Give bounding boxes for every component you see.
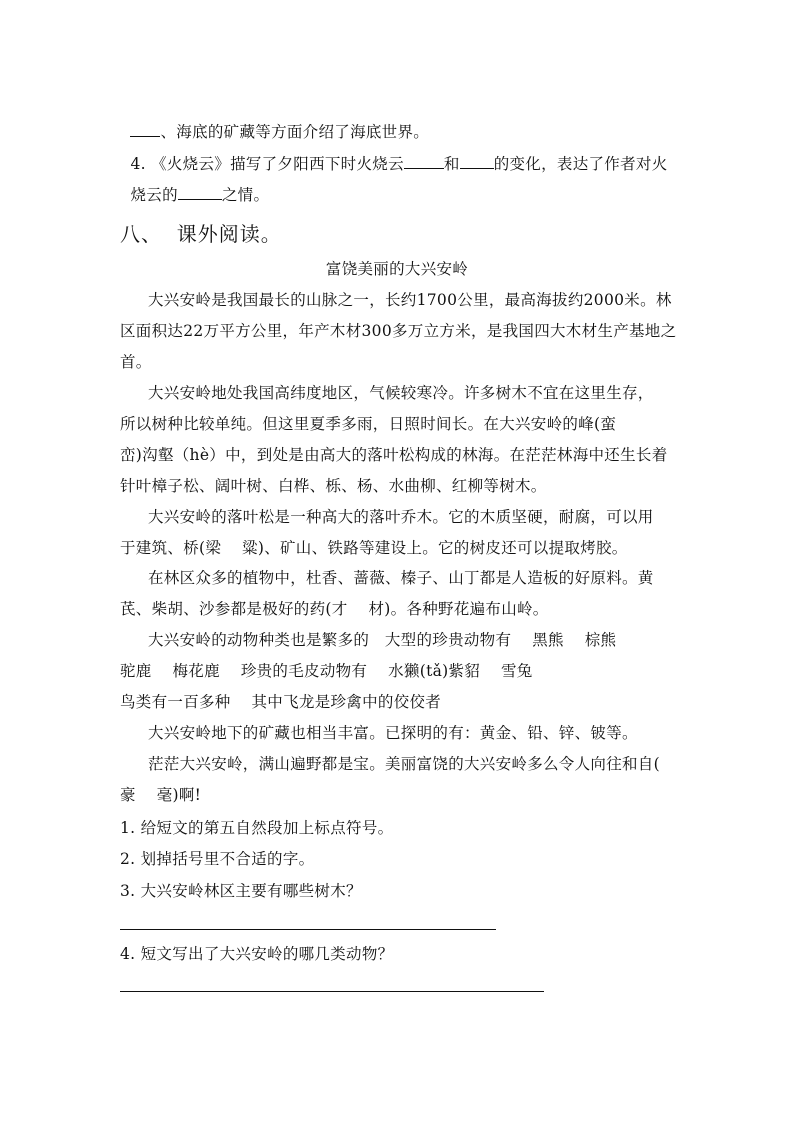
fill-in-text: 和 (443, 155, 460, 173)
passage-line: 大兴安岭的动物种类也是繁多的 大型的珍贵动物有 黑熊 棕熊 (148, 631, 617, 649)
passage-line: 首。 (120, 353, 152, 371)
passage-line: 芪、柴胡、沙参都是极好的药(才 材)。各种野花遍布山岭。 (120, 600, 549, 618)
passage-line: 区面积达22万平方公里，年产木材300多万立方米，是我国四大木材生产基地之 (120, 322, 677, 340)
fill-in-text: 的变化，表达了作者对火 (493, 155, 668, 173)
passage-line: 在林区众多的植物中，杜香、蔷薇、榛子、山丁都是人造板的好原料。黄 (148, 569, 654, 587)
passage-line: 驼鹿 梅花鹿 珍贵的毛皮动物有 水獭(tǎ)紫貂 雪兔 (120, 662, 533, 680)
fill-in-text: 4. 《火烧云》描写了夕阳西下时火烧云 (130, 155, 404, 173)
passage-title: 富饶美丽的大兴安岭 (325, 260, 469, 278)
question-4: 4. 短文写出了大兴安岭的哪几类动物？ (120, 945, 394, 963)
fill-in-question-4-cont (120, 165, 269, 205)
question-1: 1. 给短文的第五自然段加上标点符号。 (120, 819, 394, 837)
question-2: 2. 划掉括号里不合适的字。 (120, 850, 315, 868)
question-3: 3. 大兴安岭林区主要有哪些树木？ (120, 882, 362, 900)
passage-line: 大兴安岭地处我国高纬度地区，气候较寒冷。许多树木不宜在这里生存， (148, 384, 654, 402)
passage-line: 于建筑、桥(梁 粱)、矿山、铁路等建设上。它的树皮还可以提取烤胶。 (120, 539, 628, 557)
section-heading: 八、 课外阅读。 (120, 222, 282, 246)
passage-line: 大兴安岭是我国最长的山脉之一，长约1700公里，最高海拔约2000米。林 (148, 291, 672, 309)
answer-blank[interactable] (460, 154, 494, 169)
answer-blank[interactable] (404, 154, 444, 169)
answer-line-q3[interactable] (120, 929, 496, 930)
passage-line: 大兴安岭地下的矿藏也相当丰富。已探明的有：黄金、铅、锌、铍等。 (148, 724, 638, 742)
answer-blank[interactable] (178, 185, 222, 200)
passage-line: 大兴安岭的落叶松是一种高大的落叶乔木。它的木质坚硬，耐腐，可以用 (148, 508, 654, 526)
passage-line: 茫茫大兴安岭，满山遍野都是宝。美丽富饶的大兴安岭多么令人向往和自( (148, 755, 660, 773)
passage-line: 峦)沟壑（hè）中，到处是由高大的落叶松构成的林海。在茫茫林海中还生长着 (120, 446, 668, 464)
passage-line: 豪 毫)啊! (120, 786, 202, 804)
passage-line: 鸟类有一百多种 其中飞龙是珍禽中的佼佼者 (120, 693, 442, 711)
passage-line: 所以树种比较单纯。但这里夏季多雨，日照时间长。在大兴安岭的峰(蛮 (120, 415, 617, 433)
fill-in-text: 烧云的 (130, 186, 178, 204)
answer-line-q4[interactable] (120, 991, 544, 992)
passage-line: 针叶樟子松、阔叶树、白桦、栎、杨、水曲柳、红柳等树木。 (120, 477, 547, 495)
fill-in-text: 、海底的矿藏等方面介绍了海底世界。 (160, 123, 430, 141)
fill-in-text: 之情。 (221, 186, 270, 204)
